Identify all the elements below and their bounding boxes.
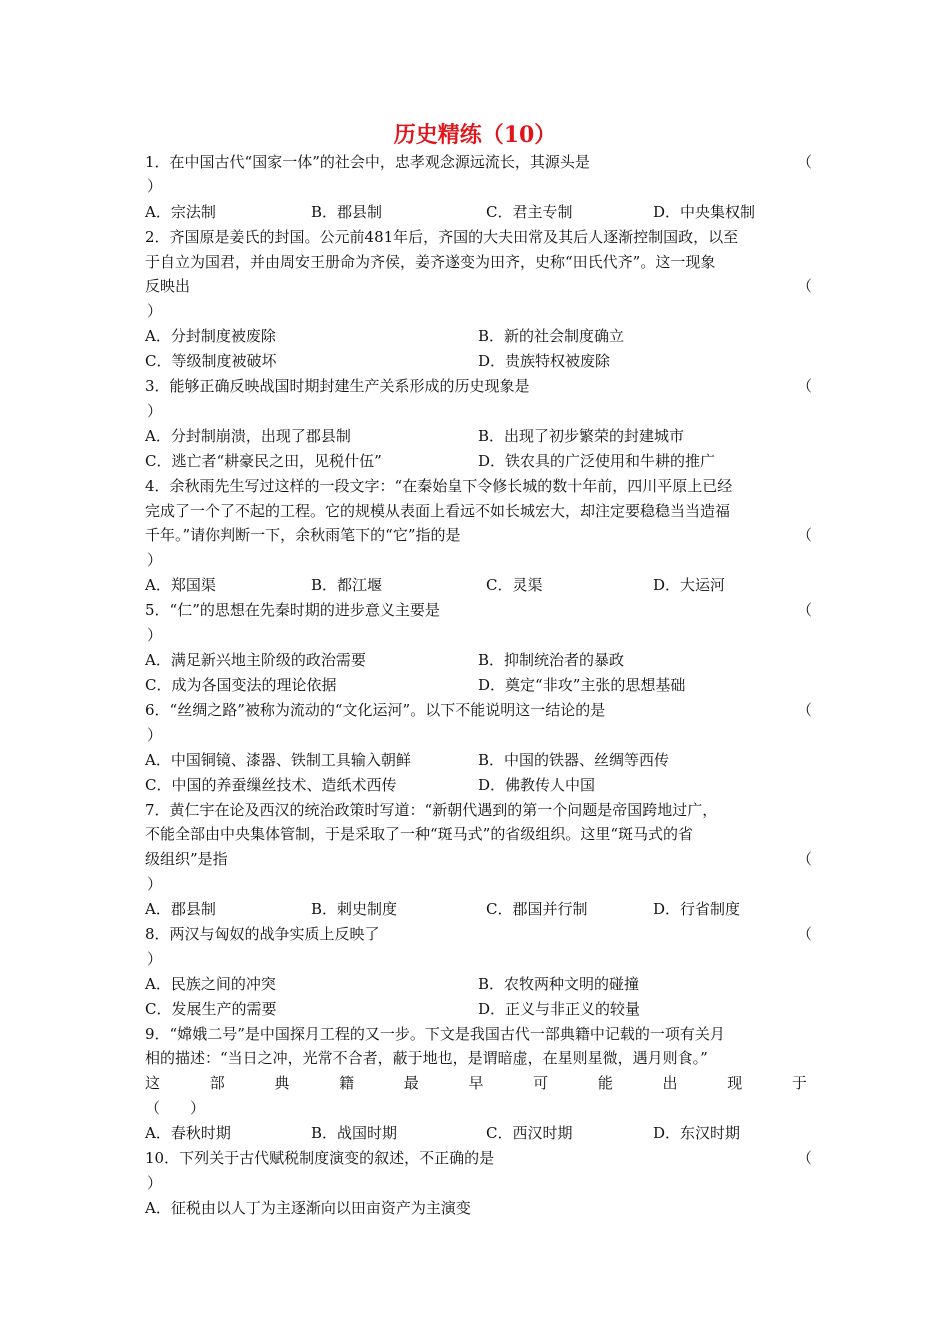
q9-answer-paren: （ ） (145, 1099, 206, 1117)
q3-options-row-2 (145, 449, 807, 473)
q4-options (145, 573, 807, 597)
q9-char: 部 (209, 1074, 225, 1092)
q6-option-d: D．佛教传人中国 (478, 776, 596, 794)
q2-options-row-1 (145, 324, 807, 348)
q9-char: 籍 (339, 1074, 355, 1092)
q2-stem-line-2: 于自立为国君，并由周安王册命为齐侯，姜齐遂变为田齐，史称“田氏代齐”。这一现象 (145, 253, 716, 271)
q7-paren-open: （ (797, 850, 813, 868)
q1-options (145, 200, 807, 224)
q9-char: 典 (274, 1074, 290, 1092)
q9-option-a: A．春秋时期 (145, 1124, 231, 1142)
q7-paren-close: ） (147, 875, 163, 893)
q5-option-b: B．抑制统治者的暴政 (478, 651, 625, 669)
q3-option-a: A．分封制崩溃，出现了郡县制 (145, 427, 351, 445)
q9-char: 这 (145, 1074, 161, 1092)
q10-options (145, 1196, 807, 1220)
q5-option-a: A．满足新兴地主阶级的政治需要 (145, 651, 366, 669)
q4-option-c: C．灵渠 (486, 576, 543, 594)
q3-paren-close: ） (147, 402, 163, 420)
q4-option-b: B．都江堰 (311, 576, 383, 594)
q6-stem: 6．“丝绸之路”被称为流动的“文化运河”。以下不能说明这一结论的是 (145, 701, 606, 719)
q7-stem-line-3: 级组织”是指 (145, 850, 228, 868)
q1-stem: 1．在中国古代“国家一体”的社会中，忠孝观念源远流长，其源头是 (145, 153, 590, 171)
q4-option-a: A．郑国渠 (145, 576, 216, 594)
q9-char: 能 (597, 1074, 613, 1092)
q5-option-d: D．奠定“非攻”主张的思想基础 (478, 676, 686, 694)
q7-option-b: B．刺史制度 (311, 900, 398, 918)
q5-paren-open: （ (797, 601, 813, 619)
q3-option-b: B．出现了初步繁荣的封建城市 (478, 427, 685, 445)
q3-option-d: D．铁农具的广泛使用和牛耕的推广 (478, 452, 716, 470)
q4-stem-line-1: 4．余秋雨先生写过这样的一段文字：“在秦始皇下令修长城的数十年前，四川平原上已经 (145, 477, 733, 495)
q1-option-c: C．君主专制 (486, 203, 573, 221)
q9-char: 最 (403, 1074, 419, 1092)
q3-options-row-1 (145, 424, 807, 448)
q7-option-d: D．行省制度 (653, 900, 741, 918)
q2-option-b: B．新的社会制度确立 (478, 327, 625, 345)
q8-paren-close: ） (147, 950, 163, 968)
q9-stem-line-1: 9．“嫦娥二号”是中国探月工程的又一步。下文是我国古代一部典籍中记载的一项有关月 (145, 1025, 725, 1043)
q2-paren-close: ） (147, 302, 163, 320)
q7-option-c: C．郡国并行制 (486, 900, 588, 918)
q10-stem: 10．下列关于古代赋税制度演变的叙述，不正确的是 (145, 1149, 495, 1167)
q4-paren-open: （ (797, 526, 813, 544)
q9-stem-line-2: 相的描述：“当日之冲，光常不合者，蔽于地也，是谓暗虚，在星则星微，遇月则食。” (145, 1049, 708, 1067)
q2-stem-line-1: 2．齐国原是姜氏的封国。公元前481年后，齐国的大夫田常及其后人逐渐控制国政，以至 (145, 228, 739, 246)
q5-option-c: C．成为各国变法的理论依据 (145, 676, 337, 694)
q3-paren-open: （ (797, 377, 813, 395)
q7-stem-line-2: 不能全部由中央集体管制，于是采取了一种“斑马式”的省级组织。这里“斑马式的省 (145, 825, 694, 843)
q2-option-a: A．分封制度被废除 (145, 327, 276, 345)
q9-options (145, 1121, 807, 1145)
q10-option-a: A．征税由以人丁为主逐渐向以田亩资产为主演变 (145, 1199, 471, 1217)
q8-paren-open: （ (797, 925, 813, 943)
q9-option-b: B．战国时期 (311, 1124, 398, 1142)
q10-paren-close: ） (147, 1174, 163, 1192)
q7-stem-line-1: 7．黄仁宇在论及西汉的统治政策时写道：“新朝代遇到的第一个问题是帝国跨地过广， (145, 801, 718, 819)
q8-stem: 8．两汉与匈奴的战争实质上反映了 (145, 925, 380, 943)
q3-option-c: C．逃亡者“耕豪民之田，见税什伍” (145, 452, 382, 470)
q6-option-c: C．中国的养蚕缫丝技术、造纸术西传 (145, 776, 397, 794)
q2-option-d: D．贵族特权被废除 (478, 352, 611, 370)
q2-option-c: C．等级制度被破坏 (145, 352, 277, 370)
q4-paren-close: ） (147, 551, 163, 569)
q9-char: 早 (468, 1074, 484, 1092)
q1-option-a: A．宗法制 (145, 203, 216, 221)
q9-char: 现 (727, 1074, 743, 1092)
q8-options-row-2 (145, 997, 807, 1021)
q7-options (145, 897, 807, 921)
q5-stem: 5．“仁”的思想在先秦时期的进步意义主要是 (145, 601, 440, 619)
q1-option-b: B．郡县制 (311, 203, 383, 221)
q9-option-d: D．东汉时期 (653, 1124, 741, 1142)
q6-paren-open: （ (797, 701, 813, 719)
q8-option-d: D．正义与非正义的较量 (478, 1000, 641, 1018)
q9-option-c: C．西汉时期 (486, 1124, 573, 1142)
q8-option-a: A．民族之间的冲突 (145, 975, 276, 993)
q9-char: 可 (533, 1074, 549, 1092)
q8-option-c: C．发展生产的需要 (145, 1000, 277, 1018)
q8-option-b: B．农牧两种文明的碰撞 (478, 975, 640, 993)
q2-stem-line-3: 反映出 (145, 277, 191, 295)
q9-char: 出 (662, 1074, 678, 1092)
q7-option-a: A．郡县制 (145, 900, 216, 918)
q9-char: 于 (791, 1074, 807, 1092)
q10-paren-open: （ (797, 1149, 813, 1167)
q1-paren-open: （ (797, 153, 813, 171)
q5-options-row-1 (145, 648, 807, 672)
q6-option-b: B．中国的铁器、丝绸等西传 (478, 751, 670, 769)
q6-paren-close: ） (147, 726, 163, 744)
page-title: 历史精练（10） (393, 122, 557, 148)
q6-options-row-1 (145, 748, 807, 772)
q6-option-a: A．中国铜镜、漆器、铁制工具输入朝鲜 (145, 751, 411, 769)
q4-stem-line-2: 完成了一个了不起的工程。它的规模从表面上看远不如长城宏大，却注定要稳稳当当造福 (145, 502, 731, 520)
q3-stem: 3．能够正确反映战国时期封建生产关系形成的历史现象是 (145, 377, 530, 395)
q6-options-row-2 (145, 773, 807, 797)
q1-paren-close: ） (147, 177, 163, 195)
q1-option-d: D．中央集权制 (653, 203, 756, 221)
q2-paren-open: （ (797, 277, 813, 295)
q9-stem-line-3 (145, 1071, 807, 1095)
q4-stem-line-3: 千年。”请你判断一下，余秋雨笔下的“它”指的是 (145, 526, 461, 544)
q2-options-row-2 (145, 349, 807, 373)
q5-paren-close: ） (147, 626, 163, 644)
q5-options-row-2 (145, 673, 807, 697)
q8-options-row-1 (145, 972, 807, 996)
q4-option-d: D．大运河 (653, 576, 726, 594)
